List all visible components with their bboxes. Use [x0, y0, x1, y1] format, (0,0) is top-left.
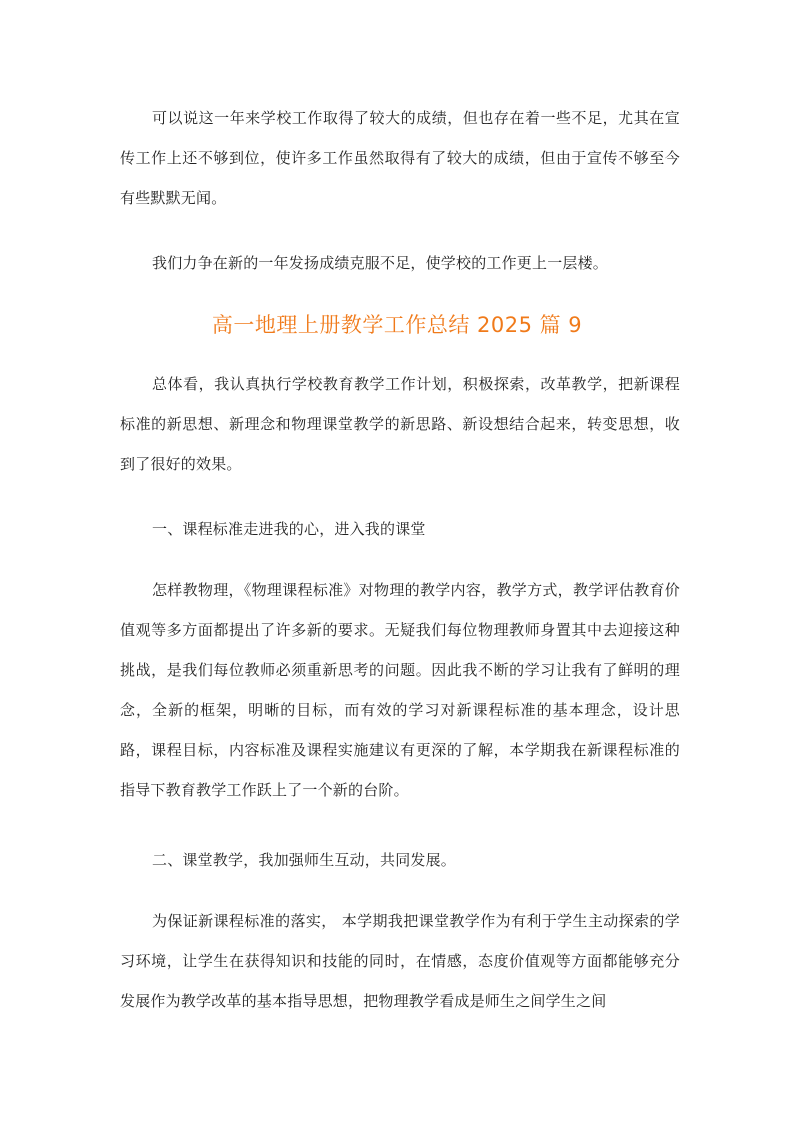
paragraph-overview: 总体看，我认真执行学校教育教学工作计划，积极探索，改革教学，把新课程标准的新思想、新理念和物理课堂教学的新思路、新设想结合起来，转变思想，收到了很好的效果。 [120, 375, 680, 473]
paragraph-resolution: 我们力争在新的一年发扬成绩克服不足，使学校的工作更上一层楼。 [152, 254, 609, 272]
paragraph-curriculum-standard: 怎样教物理，《物理课程标准》对物理的教学内容，教学方式，教学评估教育价值观等多方面都提出了许多新的要求。无疑我们每位物理教师身置其中去迎接这种挑战，是我们每位教师必须重新思考的问题。因此我不断的学习让我有了鲜明的理念，全新的框架，明晰的目标，而有效的学习对新课程标准的基本理念，设计思路，课程目标，内容标准及课程实施建议有更深的了解，本学期我在新课程标准的指导下教育教学工作跃上了一个新的台阶。 [120, 581, 680, 799]
paragraph-classroom-teaching: 为保证新课程标准的落实， 本学期我把课堂教学作为有利于学生主动探索的学习环境，让学生在获得知识和技能的同时，在情感，态度价值观等方面都能够充分发展作为教学改革的基本指导思想，把物理教学看成是师生之间学生之间 [120, 912, 680, 1010]
subheading-classroom-teaching: 二、课堂教学，我加强师生互动，共同发展。 [152, 851, 457, 869]
subheading-curriculum-standard: 一、课程标准走进我的心，进入我的课堂 [152, 520, 426, 538]
paragraph-achievements: 可以说这一年来学校工作取得了较大的成绩，但也存在着一些不足，尤其在宣传工作上还不够到位，使许多工作虽然取得有了较大的成绩，但由于宣传不够至今有些默默无闻。 [120, 109, 680, 207]
section-title: 高一地理上册教学工作总结 2025 篇 9 [211, 313, 583, 337]
